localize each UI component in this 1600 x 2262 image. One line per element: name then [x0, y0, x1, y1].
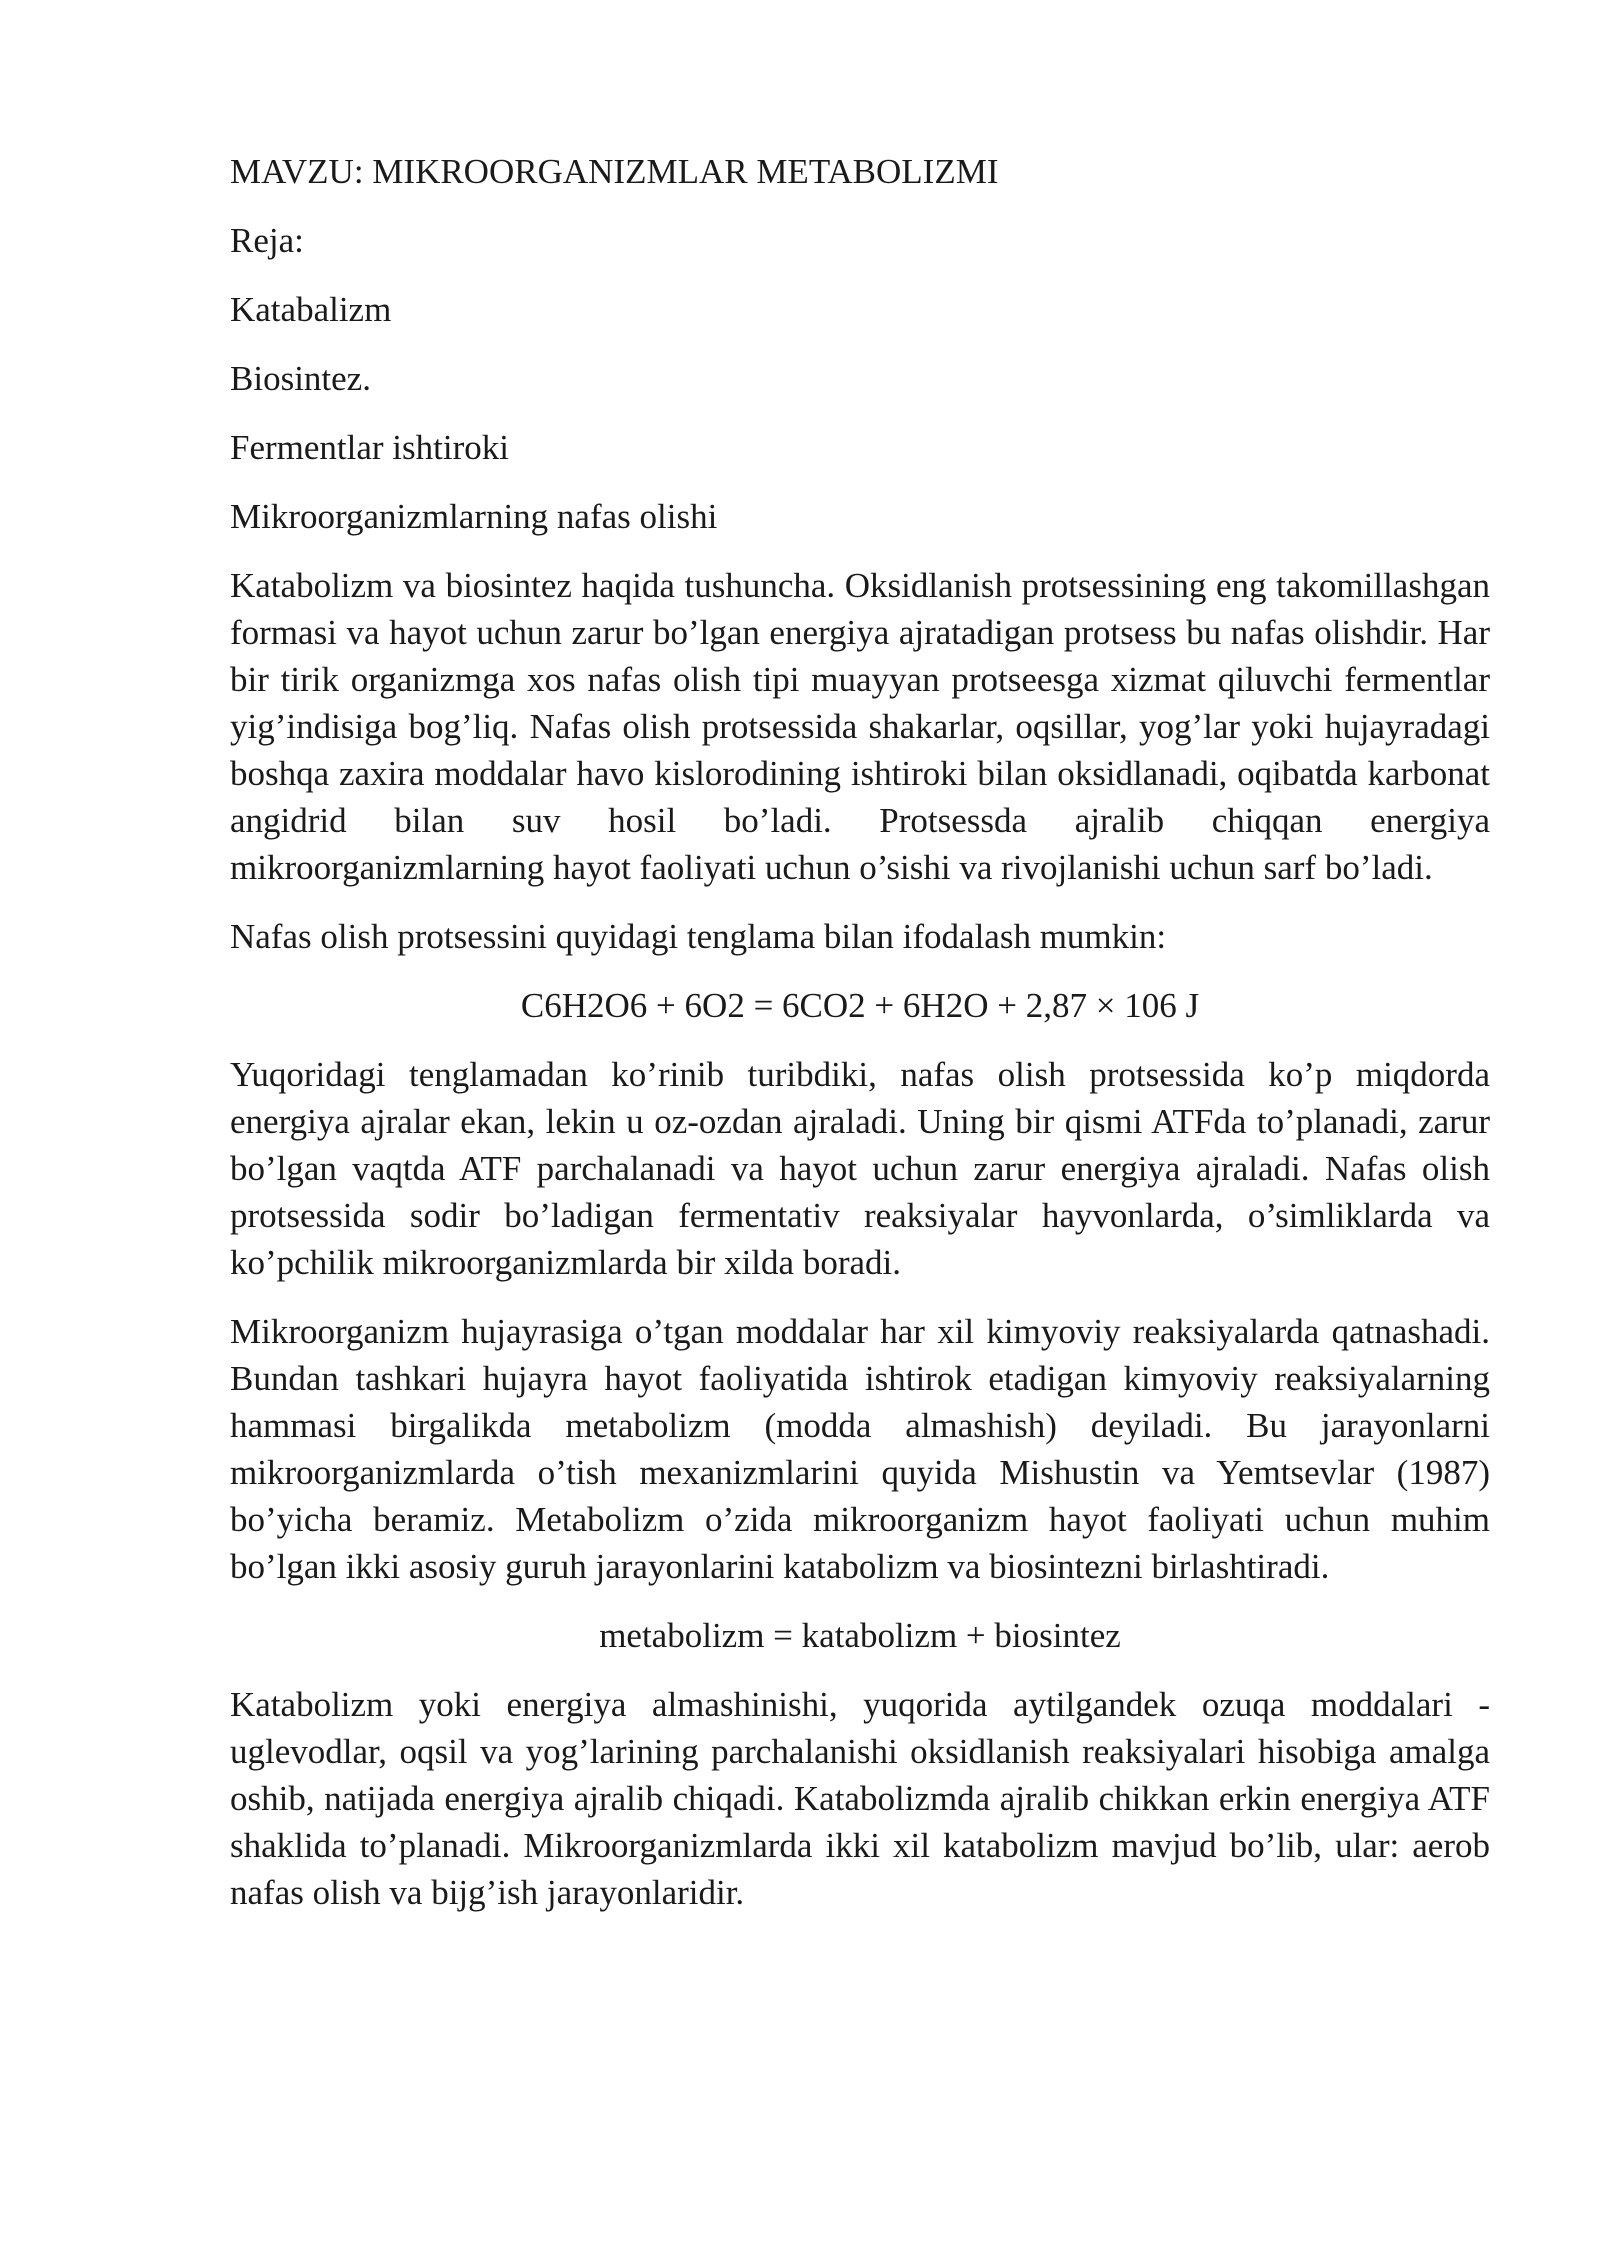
metabolism-equation: metabolizm = katabolizm + biosintez [599, 1616, 1121, 1655]
paragraph-energy: Yuqoridagi tenglamadan ko’rinib turibdiki, nafas olish protsessida ko’p miqdorda energiya ajralar ekan, lekin u oz-ozdan ajraladi. Uning bir qismi ATFda to’planadi, zarur bo’lgan vaqtda ATF parchalanadi va hayot uchun zarur energiya ajraladi. Nafas olish protsessida sodir bo’ladigan fermentativ reaksiyalar hayvonlarda, o’simliklarda va ko’pchilik mikroorganizmlarda bir xilda boradi. [230, 1055, 1490, 1282]
plan-item: Fermentlar ishtiroki [230, 428, 509, 467]
plan-item: Mikroorganizmlarning nafas olishi [230, 497, 718, 536]
plan-label: Reja: [230, 221, 304, 260]
document-title: MAVZU: MIKROORGANIZMLAR METABOLIZMI [230, 152, 999, 191]
plan-item: Katabalizm [230, 290, 392, 329]
document-body [230, 148, 1490, 1938]
paragraph-metabolism: Mikroorganizm hujayrasiga o’tgan moddalar har xil kimyoviy reaksiyalarda qatnashadi. Bundan tashkari hujayra hayot faoliyatida ishtirok etadigan kimyoviy reaksiyalarning hammasi birgalikda metabolizm (modda almashish) deyiladi. Bu jarayonlarni mikroorganizmlarda o’tish mexanizmlarini quyida Mishustin va Yemtsevlar (1987) bo’yicha beramiz. Metabolizm o’zida mikroorganizm hayot faoliyati uchun muhim bo’lgan ikki asosiy guruh jarayonlarini katabolizm va biosintezni birlashtiradi. [230, 1312, 1490, 1586]
paragraph-catabolism: Katabolizm yoki energiya almashinishi, yuqorida aytilgandek ozuqa moddalari - uglevodlar, oqsil va yog’larining parchalanishi oksidlanish reaksiyalari hisobiga amalga oshib, natijada energiya ajralib chiqadi. Katabolizmda ajralib chikkan erkin energiya ATF shaklida to’planadi. Mikroorganizmlarda ikki xil katabolizm mavjud bo’lib, ular: aerob nafas olish va bijg’ish jarayonlaridir. [230, 1685, 1490, 1912]
plan-item: Biosintez. [230, 359, 371, 398]
respiration-equation: C6H2O6 + 6O2 = 6CO2 + 6H2O + 2,87 × 106 J [520, 986, 1200, 1025]
paragraph-intro: Katabolizm va biosintez haqida tushuncha. Oksidlanish protsessining eng takomillashgan formasi va hayot uchun zarur bo’lgan energiya ajratadigan protsess bu nafas olishdir. Har bir tirik organizmga xos nafas olish tipi muayyan protseesga xizmat qiluvchi fermentlar yig’indisiga bog’liq. Nafas olish protsessida shakarlar, oqsillar, yog’lar yoki hujayradagi boshqa zaxira moddalar havo kislorodining ishtiroki bilan oksidlanadi, oqibatda karbonat angidrid bilan suv hosil bo’ladi. Protsessda ajralib chiqqan energiya mikroorganizmlarning hayot faoliyati uchun o’sishi va rivojlanishi uchun sarf bo’ladi. [230, 566, 1490, 887]
paragraph-equation-lead: Nafas olish protsessini quyidagi tenglama bilan ifodalash mumkin: [230, 917, 1167, 956]
